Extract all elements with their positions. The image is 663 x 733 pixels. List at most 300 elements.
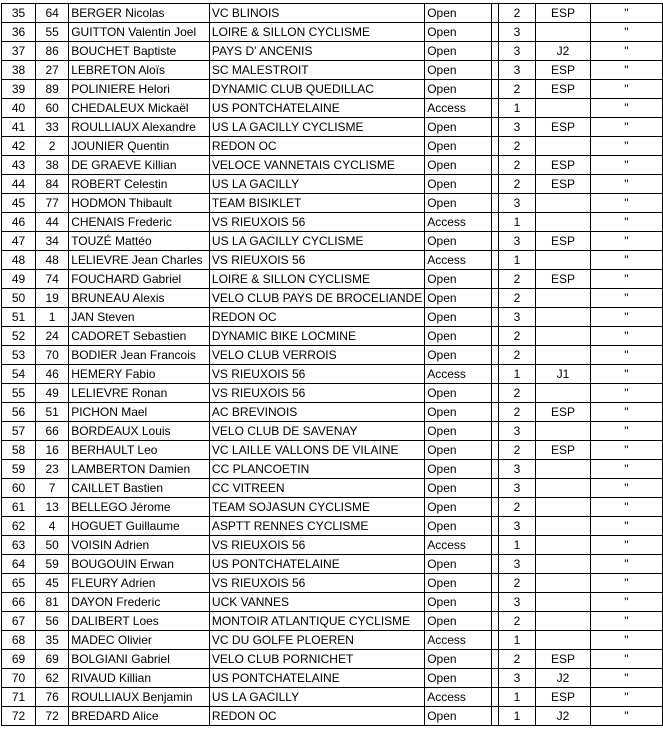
age-category-cell: J2 (536, 669, 590, 688)
ditto-mark-cell: " (590, 327, 662, 346)
ditto-mark-cell: " (590, 479, 662, 498)
category-cell: Open (425, 346, 492, 365)
ditto-mark-cell: " (590, 669, 662, 688)
club-cell: VELO CLUB DE SAVENAY (209, 422, 424, 441)
rank-cell: 38 (2, 61, 36, 80)
rank-cell: 44 (2, 175, 36, 194)
table-row (2, 707, 663, 726)
level-cell: 3 (498, 61, 535, 80)
table-row (2, 232, 663, 251)
dossard-cell: 89 (36, 80, 69, 99)
column-gap (491, 593, 498, 612)
table-row (2, 517, 663, 536)
club-cell: US LA GACILLY CYCLISME (209, 118, 424, 137)
rider-name-cell: HEMERY Fabio (69, 365, 210, 384)
dossard-cell: 19 (36, 289, 69, 308)
level-cell: 1 (498, 213, 535, 232)
age-category-cell (536, 479, 590, 498)
rider-name-cell: BOUGOUIN Erwan (69, 555, 210, 574)
club-cell: VS RIEUXOIS 56 (209, 365, 424, 384)
rank-cell: 69 (2, 650, 36, 669)
dossard-cell: 2 (36, 137, 69, 156)
level-cell: 1 (498, 631, 535, 650)
dossard-cell: 50 (36, 536, 69, 555)
ditto-mark-cell: " (590, 536, 662, 555)
column-gap (491, 80, 498, 99)
ditto-mark-cell: " (590, 517, 662, 536)
table-row (2, 346, 663, 365)
rider-name-cell: BERGER Nicolas (69, 4, 210, 23)
rider-name-cell: BERHAULT Leo (69, 441, 210, 460)
category-cell: Access (425, 631, 492, 650)
club-cell: DYNAMIC BIKE LOCMINE (209, 327, 424, 346)
dossard-cell: 16 (36, 441, 69, 460)
level-cell: 2 (498, 384, 535, 403)
level-cell: 1 (498, 99, 535, 118)
rank-cell: 68 (2, 631, 36, 650)
ditto-mark-cell: " (590, 308, 662, 327)
rank-cell: 52 (2, 327, 36, 346)
rank-cell: 49 (2, 270, 36, 289)
dossard-cell: 74 (36, 270, 69, 289)
level-cell: 3 (498, 232, 535, 251)
rank-cell: 46 (2, 213, 36, 232)
column-gap (491, 441, 498, 460)
table-row (2, 479, 663, 498)
club-cell: VS RIEUXOIS 56 (209, 213, 424, 232)
ditto-mark-cell: " (590, 574, 662, 593)
age-category-cell (536, 574, 590, 593)
dossard-cell: 35 (36, 631, 69, 650)
category-cell: Open (425, 137, 492, 156)
club-cell: VELOCE VANNETAIS CYCLISME (209, 156, 424, 175)
category-cell: Open (425, 80, 492, 99)
ditto-mark-cell: " (590, 593, 662, 612)
age-category-cell (536, 99, 590, 118)
rank-cell: 51 (2, 308, 36, 327)
category-cell: Open (425, 650, 492, 669)
level-cell: 1 (498, 688, 535, 707)
rider-name-cell: DALIBERT Loes (69, 612, 210, 631)
category-cell: Open (425, 4, 492, 23)
dossard-cell: 48 (36, 251, 69, 270)
ditto-mark-cell: " (590, 4, 662, 23)
category-cell: Access (425, 251, 492, 270)
dossard-cell: 38 (36, 156, 69, 175)
column-gap (491, 650, 498, 669)
rider-name-cell: RIVAUD Killian (69, 669, 210, 688)
ditto-mark-cell: " (590, 460, 662, 479)
level-cell: 2 (498, 289, 535, 308)
dossard-cell: 76 (36, 688, 69, 707)
rider-name-cell: VOISIN Adrien (69, 536, 210, 555)
rider-name-cell: LELIEVRE Ronan (69, 384, 210, 403)
table-row (2, 460, 663, 479)
rider-name-cell: ROULLIAUX Alexandre (69, 118, 210, 137)
age-category-cell: ESP (536, 441, 590, 460)
club-cell: US LA GACILLY (209, 175, 424, 194)
age-category-cell: ESP (536, 80, 590, 99)
rank-cell: 43 (2, 156, 36, 175)
dossard-cell: 33 (36, 118, 69, 137)
rider-name-cell: DE GRAEVE Killian (69, 156, 210, 175)
rank-cell: 65 (2, 574, 36, 593)
club-cell: CC PLANCOETIN (209, 460, 424, 479)
club-cell: REDON OC (209, 308, 424, 327)
club-cell: US LA GACILLY CYCLISME (209, 232, 424, 251)
level-cell: 3 (498, 593, 535, 612)
level-cell: 2 (498, 612, 535, 631)
dossard-cell: 72 (36, 707, 69, 726)
club-cell: TEAM BISIKLET (209, 194, 424, 213)
category-cell: Open (425, 289, 492, 308)
ditto-mark-cell: " (590, 612, 662, 631)
rank-cell: 57 (2, 422, 36, 441)
category-cell: Access (425, 213, 492, 232)
table-row (2, 422, 663, 441)
table-row (2, 384, 663, 403)
rider-name-cell: CAILLET Bastien (69, 479, 210, 498)
column-gap (491, 536, 498, 555)
club-cell: MONTOIR ATLANTIQUE CYCLISME (209, 612, 424, 631)
level-cell: 2 (498, 4, 535, 23)
age-category-cell (536, 289, 590, 308)
level-cell: 2 (498, 137, 535, 156)
club-cell: DYNAMIC CLUB QUEDILLAC (209, 80, 424, 99)
category-cell: Open (425, 232, 492, 251)
level-cell: 2 (498, 156, 535, 175)
level-cell: 3 (498, 42, 535, 61)
ditto-mark-cell: " (590, 251, 662, 270)
table-row (2, 593, 663, 612)
rank-cell: 48 (2, 251, 36, 270)
club-cell: LOIRE & SILLON CYCLISME (209, 23, 424, 42)
age-category-cell (536, 536, 590, 555)
club-cell: REDON OC (209, 707, 424, 726)
rider-name-cell: PICHON Mael (69, 403, 210, 422)
table-row (2, 4, 663, 23)
table-row (2, 61, 663, 80)
club-cell: CC VITREEN (209, 479, 424, 498)
dossard-cell: 27 (36, 61, 69, 80)
dossard-cell: 64 (36, 4, 69, 23)
column-gap (491, 23, 498, 42)
dossard-cell: 59 (36, 555, 69, 574)
club-cell: VELO CLUB PAYS DE BROCELIANDE (209, 289, 424, 308)
table-row (2, 688, 663, 707)
level-cell: 3 (498, 308, 535, 327)
rider-name-cell: FOUCHARD Gabriel (69, 270, 210, 289)
level-cell: 3 (498, 118, 535, 137)
category-cell: Open (425, 479, 492, 498)
ditto-mark-cell: " (590, 384, 662, 403)
rider-name-cell: LAMBERTON Damien (69, 460, 210, 479)
club-cell: US PONTCHATELAINE (209, 555, 424, 574)
column-gap (491, 669, 498, 688)
rider-name-cell: DAYON Frederic (69, 593, 210, 612)
column-gap (491, 631, 498, 650)
club-cell: US LA GACILLY (209, 688, 424, 707)
category-cell: Access (425, 99, 492, 118)
ditto-mark-cell: " (590, 631, 662, 650)
ditto-mark-cell: " (590, 289, 662, 308)
category-cell: Open (425, 669, 492, 688)
column-gap (491, 232, 498, 251)
column-gap (491, 365, 498, 384)
age-category-cell (536, 612, 590, 631)
table-row (2, 555, 663, 574)
column-gap (491, 99, 498, 118)
category-cell: Open (425, 175, 492, 194)
category-cell: Open (425, 194, 492, 213)
ditto-mark-cell: " (590, 707, 662, 726)
dossard-cell: 13 (36, 498, 69, 517)
column-gap (491, 289, 498, 308)
club-cell: VELO CLUB VERROIS (209, 346, 424, 365)
ditto-mark-cell: " (590, 555, 662, 574)
rank-cell: 35 (2, 4, 36, 23)
rider-name-cell: BORDEAUX Louis (69, 422, 210, 441)
column-gap (491, 612, 498, 631)
rank-cell: 39 (2, 80, 36, 99)
table-row (2, 631, 663, 650)
dossard-cell: 86 (36, 42, 69, 61)
rank-cell: 50 (2, 289, 36, 308)
age-category-cell (536, 593, 590, 612)
age-category-cell (536, 631, 590, 650)
level-cell: 2 (498, 650, 535, 669)
column-gap (491, 460, 498, 479)
table-row (2, 213, 663, 232)
rider-name-cell: ROBERT Celestin (69, 175, 210, 194)
rank-cell: 61 (2, 498, 36, 517)
ditto-mark-cell: " (590, 61, 662, 80)
age-category-cell (536, 346, 590, 365)
category-cell: Open (425, 403, 492, 422)
club-cell: SC MALESTROIT (209, 61, 424, 80)
ditto-mark-cell: " (590, 365, 662, 384)
rider-name-cell: LELIEVRE Jean Charles (69, 251, 210, 270)
dossard-cell: 46 (36, 365, 69, 384)
category-cell: Open (425, 574, 492, 593)
column-gap (491, 574, 498, 593)
rank-cell: 37 (2, 42, 36, 61)
table-row (2, 289, 663, 308)
age-category-cell (536, 327, 590, 346)
category-cell: Open (425, 384, 492, 403)
category-cell: Open (425, 498, 492, 517)
column-gap (491, 327, 498, 346)
age-category-cell (536, 498, 590, 517)
table-row (2, 175, 663, 194)
level-cell: 3 (498, 422, 535, 441)
column-gap (491, 384, 498, 403)
category-cell: Access (425, 536, 492, 555)
table-row (2, 251, 663, 270)
level-cell: 2 (498, 80, 535, 99)
rider-name-cell: BRUNEAU Alexis (69, 289, 210, 308)
age-category-cell: ESP (536, 232, 590, 251)
age-category-cell: ESP (536, 156, 590, 175)
age-category-cell: ESP (536, 270, 590, 289)
rank-cell: 66 (2, 593, 36, 612)
club-cell: AC BREVINOIS (209, 403, 424, 422)
ditto-mark-cell: " (590, 346, 662, 365)
table-row (2, 403, 663, 422)
club-cell: UCK VANNES (209, 593, 424, 612)
rank-cell: 63 (2, 536, 36, 555)
level-cell: 3 (498, 460, 535, 479)
dossard-cell: 45 (36, 574, 69, 593)
club-cell: VS RIEUXOIS 56 (209, 536, 424, 555)
ditto-mark-cell: " (590, 118, 662, 137)
rank-cell: 62 (2, 517, 36, 536)
club-cell: VC LAILLE VALLONS DE VILAINE (209, 441, 424, 460)
ditto-mark-cell: " (590, 213, 662, 232)
rank-cell: 64 (2, 555, 36, 574)
table-row (2, 194, 663, 213)
club-cell: VC DU GOLFE PLOEREN (209, 631, 424, 650)
rider-name-cell: BREDARD Alice (69, 707, 210, 726)
rider-name-cell: MADEC Olivier (69, 631, 210, 650)
ditto-mark-cell: " (590, 403, 662, 422)
column-gap (491, 422, 498, 441)
column-gap (491, 498, 498, 517)
level-cell: 1 (498, 536, 535, 555)
column-gap (491, 118, 498, 137)
rider-name-cell: CADORET Sebastien (69, 327, 210, 346)
rider-name-cell: JOUNIER Quentin (69, 137, 210, 156)
ditto-mark-cell: " (590, 232, 662, 251)
rider-name-cell: TOUZÉ Mattéo (69, 232, 210, 251)
table-row (2, 327, 663, 346)
age-category-cell: ESP (536, 61, 590, 80)
results-table (1, 3, 663, 726)
category-cell: Open (425, 441, 492, 460)
club-cell: VS RIEUXOIS 56 (209, 251, 424, 270)
club-cell: US PONTCHATELAINE (209, 99, 424, 118)
category-cell: Open (425, 61, 492, 80)
level-cell: 3 (498, 479, 535, 498)
category-cell: Open (425, 517, 492, 536)
dossard-cell: 24 (36, 327, 69, 346)
level-cell: 1 (498, 365, 535, 384)
rank-cell: 54 (2, 365, 36, 384)
level-cell: 3 (498, 23, 535, 42)
level-cell: 2 (498, 346, 535, 365)
dossard-cell: 44 (36, 213, 69, 232)
ditto-mark-cell: " (590, 441, 662, 460)
club-cell: REDON OC (209, 137, 424, 156)
level-cell: 3 (498, 517, 535, 536)
ditto-mark-cell: " (590, 688, 662, 707)
ditto-mark-cell: " (590, 194, 662, 213)
level-cell: 3 (498, 669, 535, 688)
column-gap (491, 251, 498, 270)
age-category-cell (536, 194, 590, 213)
column-gap (491, 270, 498, 289)
rank-cell: 58 (2, 441, 36, 460)
age-category-cell: ESP (536, 688, 590, 707)
table-row (2, 99, 663, 118)
rider-name-cell: GUITTON Valentin Joel (69, 23, 210, 42)
table-row (2, 612, 663, 631)
age-category-cell (536, 555, 590, 574)
level-cell: 3 (498, 555, 535, 574)
dossard-cell: 56 (36, 612, 69, 631)
table-row (2, 574, 663, 593)
age-category-cell (536, 517, 590, 536)
category-cell: Open (425, 327, 492, 346)
table-row (2, 270, 663, 289)
rider-name-cell: HODMON Thibault (69, 194, 210, 213)
dossard-cell: 77 (36, 194, 69, 213)
rider-name-cell: FLEURY Adrien (69, 574, 210, 593)
table-row (2, 441, 663, 460)
dossard-cell: 62 (36, 669, 69, 688)
table-row (2, 118, 663, 137)
category-cell: Open (425, 555, 492, 574)
table-row (2, 156, 663, 175)
dossard-cell: 84 (36, 175, 69, 194)
category-cell: Open (425, 23, 492, 42)
ditto-mark-cell: " (590, 498, 662, 517)
rider-name-cell: HOGUET Guillaume (69, 517, 210, 536)
category-cell: Open (425, 270, 492, 289)
rider-name-cell: BOLGIANI Gabriel (69, 650, 210, 669)
category-cell: Open (425, 612, 492, 631)
dossard-cell: 23 (36, 460, 69, 479)
rank-cell: 45 (2, 194, 36, 213)
age-category-cell (536, 213, 590, 232)
age-category-cell: ESP (536, 118, 590, 137)
age-category-cell (536, 422, 590, 441)
category-cell: Open (425, 460, 492, 479)
dossard-cell: 55 (36, 23, 69, 42)
table-row (2, 650, 663, 669)
rank-cell: 59 (2, 460, 36, 479)
category-cell: Open (425, 156, 492, 175)
ditto-mark-cell: " (590, 99, 662, 118)
results-table-body (2, 4, 663, 726)
table-row (2, 308, 663, 327)
ditto-mark-cell: " (590, 42, 662, 61)
rank-cell: 55 (2, 384, 36, 403)
column-gap (491, 175, 498, 194)
level-cell: 2 (498, 441, 535, 460)
age-category-cell: ESP (536, 650, 590, 669)
column-gap (491, 555, 498, 574)
dossard-cell: 1 (36, 308, 69, 327)
age-category-cell (536, 137, 590, 156)
dossard-cell: 60 (36, 99, 69, 118)
rank-cell: 72 (2, 707, 36, 726)
column-gap (491, 346, 498, 365)
column-gap (491, 4, 498, 23)
rider-name-cell: BOUCHET Baptiste (69, 42, 210, 61)
rank-cell: 70 (2, 669, 36, 688)
column-gap (491, 61, 498, 80)
club-cell: TEAM SOJASUN CYCLISME (209, 498, 424, 517)
age-category-cell: J2 (536, 42, 590, 61)
table-row (2, 536, 663, 555)
dossard-cell: 70 (36, 346, 69, 365)
ditto-mark-cell: " (590, 650, 662, 669)
column-gap (491, 213, 498, 232)
table-row (2, 365, 663, 384)
rider-name-cell: JAN Steven (69, 308, 210, 327)
category-cell: Access (425, 365, 492, 384)
